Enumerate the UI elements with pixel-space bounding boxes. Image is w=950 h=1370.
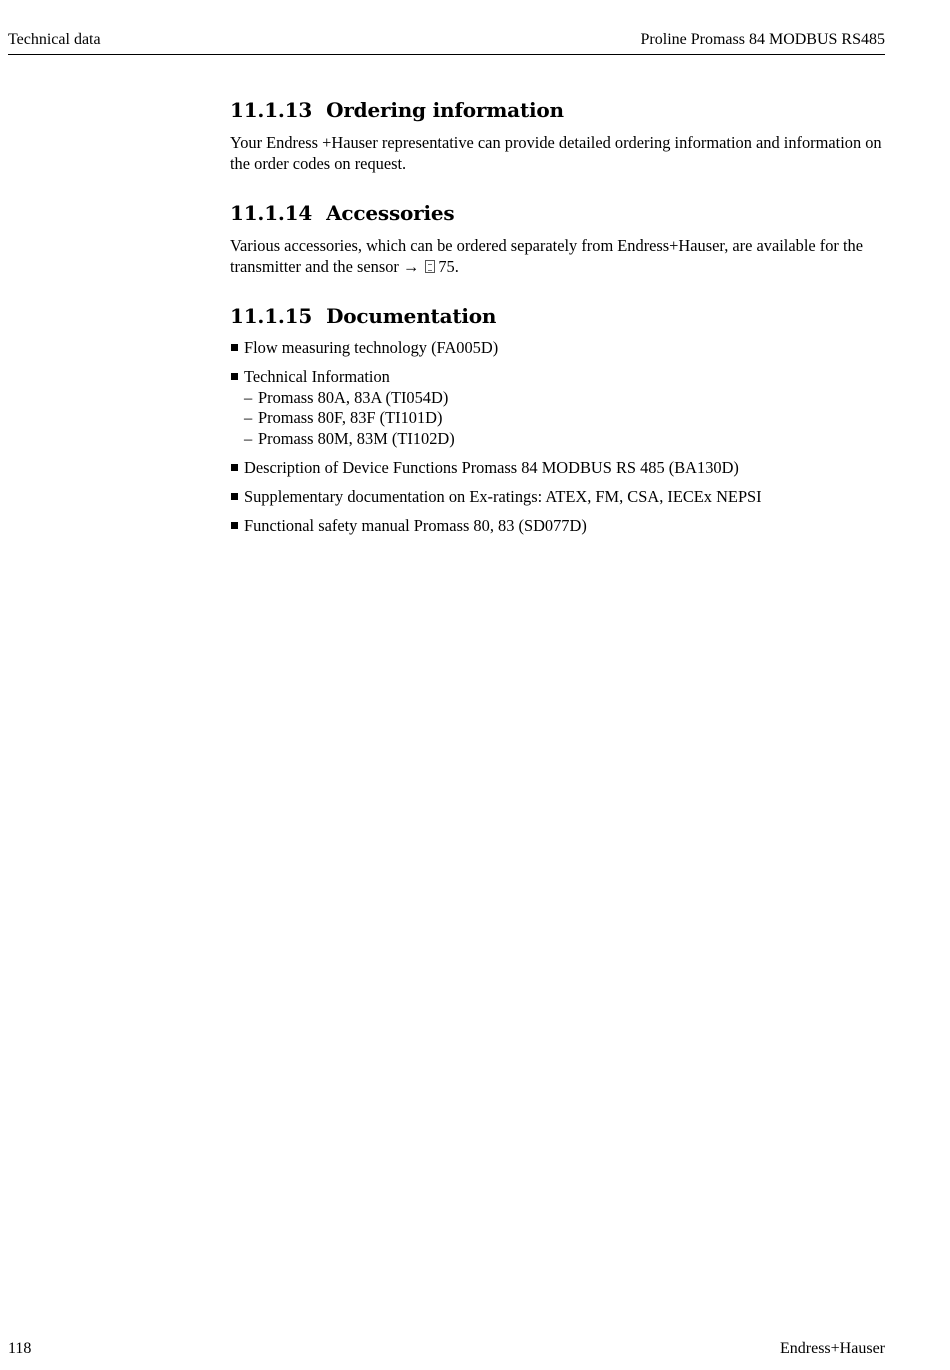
page-number: 118 [8, 1340, 32, 1357]
sub-list-item [244, 408, 885, 429]
header-chapter-title: Technical data [8, 31, 101, 48]
list-item-text: Description of Device Functions Promass 84 MODBUS RS 485 (BA130D) [244, 457, 739, 477]
paragraph-text: Various accessories, which can be ordered separately from Endress+Hauser, are available for the transmitter and the sensor → [230, 236, 863, 276]
section-ordering-information [230, 96, 885, 174]
dash-marker: – [244, 408, 253, 427]
list-item [230, 338, 885, 359]
section-heading [230, 302, 885, 330]
sub-list-item-text: Promass 80F, 83F (TI101D) [258, 408, 443, 427]
list-item-text: Supplementary documentation on Ex-ratings: ATEX, FM, CSA, IECEx NEPSI [244, 486, 762, 506]
section-title: Accessories [326, 201, 455, 225]
document-page-icon [425, 260, 435, 273]
section-title: Documentation [326, 304, 497, 328]
dash-marker: – [244, 387, 253, 407]
main-content [230, 96, 885, 545]
page-reference-link[interactable]: 75. [438, 257, 459, 276]
list-item [230, 516, 885, 537]
documentation-list [230, 338, 885, 536]
section-number: 11.1.13 [230, 98, 313, 122]
list-item-text: Technical Information [244, 367, 390, 386]
section-documentation [230, 302, 885, 536]
square-bullet-icon [231, 373, 238, 380]
dash-marker: – [244, 428, 253, 448]
section-heading [230, 199, 885, 227]
section-accessories [230, 199, 885, 277]
section-heading [230, 96, 885, 124]
sub-list-item-text: Promass 80M, 83M (TI102D) [258, 428, 455, 448]
list-item [230, 487, 885, 508]
section-number: 11.1.14 [230, 201, 313, 225]
page-header [8, 30, 885, 55]
footer-brand: Endress+Hauser [780, 1340, 885, 1357]
square-bullet-icon [231, 464, 238, 471]
section-paragraph [230, 235, 885, 277]
list-item [230, 367, 885, 449]
sub-list-item [244, 388, 885, 409]
square-bullet-icon [231, 344, 238, 351]
list-item-text: Flow measuring technology (FA005D) [244, 338, 499, 357]
list-item-text: Functional safety manual Promass 80, 83 (SD077D) [244, 515, 587, 535]
sub-list-item-text: Promass 80A, 83A (TI054D) [258, 387, 449, 407]
section-title: Ordering information [326, 98, 564, 122]
section-paragraph: Your Endress +Hauser representative can provide detailed ordering information and information on the order codes on request. [230, 133, 882, 173]
header-document-title: Proline Promass 84 MODBUS RS485 [640, 31, 885, 48]
section-number: 11.1.15 [230, 304, 313, 328]
list-item [230, 458, 885, 479]
sub-list-item [244, 429, 885, 450]
sub-list [244, 388, 885, 450]
square-bullet-icon [231, 522, 238, 529]
square-bullet-icon [231, 493, 238, 500]
